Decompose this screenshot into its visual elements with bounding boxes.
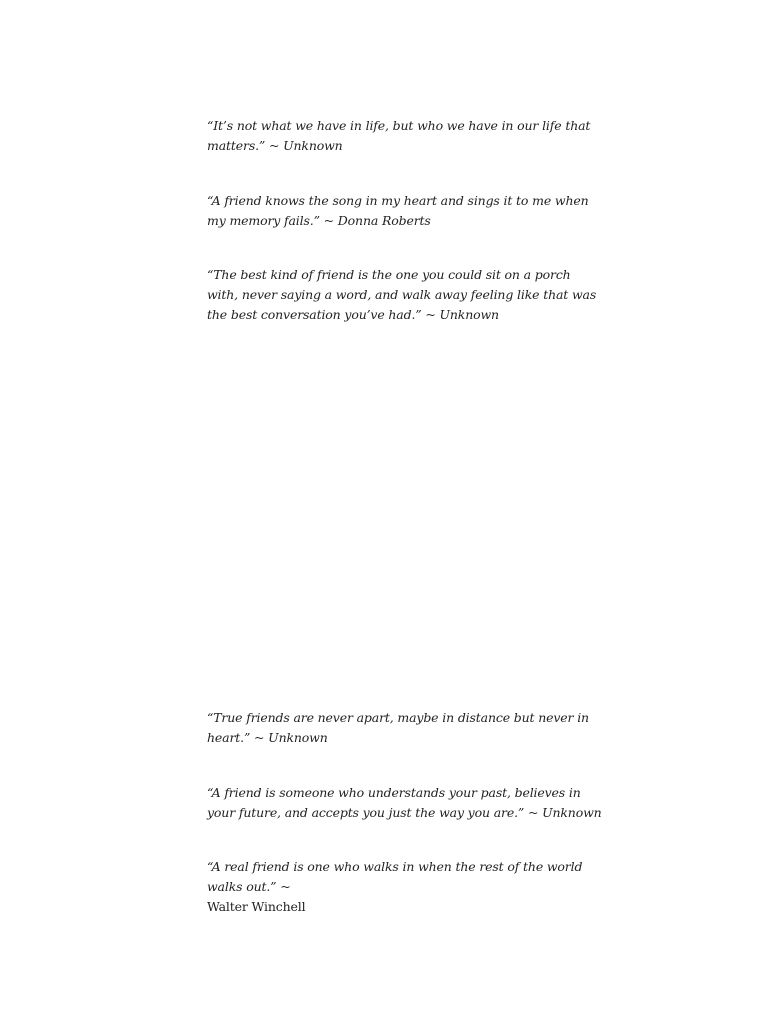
quote-line: “A friend knows the song in my heart and sings it to me when [207, 193, 589, 208]
quote-line: “A real friend is one who walks in when the rest of the world [207, 859, 583, 874]
quote-line: your future, and accepts you just the way you are.” ~ Unknown [207, 805, 602, 820]
quote-line: with, never saying a word, and walk away feeling like that was [207, 287, 597, 302]
quote-line: matters.” ~ Unknown [207, 138, 343, 153]
quote-it-s-not-what-we-have [207, 116, 591, 156]
quote-friend-understands-your-past [207, 783, 602, 823]
quote-line: “The best kind of friend is the one you could sit on a porch [207, 267, 571, 282]
quote-friend-knows-the-song [207, 191, 589, 231]
quote-true-friends [207, 708, 589, 748]
quote-line: the best conversation you’ve had.” ~ Unknown [207, 307, 499, 322]
quote-line: my memory fails.” ~ Donna Roberts [207, 213, 431, 228]
quote-line: “True friends are never apart, maybe in distance but never in [207, 710, 589, 725]
quote-line: “A friend is someone who understands your past, believes in [207, 785, 581, 800]
quote-line: “It’s not what we have in life, but who we have in our life that [207, 118, 591, 133]
quote-line: heart.” ~ Unknown [207, 730, 328, 745]
quote-best-kind-of-friend [207, 265, 597, 325]
quote-real-friend-walks-in [207, 857, 583, 917]
quote-author: Walter Winchell [207, 899, 306, 914]
quote-line: walks out.” ~ [207, 879, 291, 894]
